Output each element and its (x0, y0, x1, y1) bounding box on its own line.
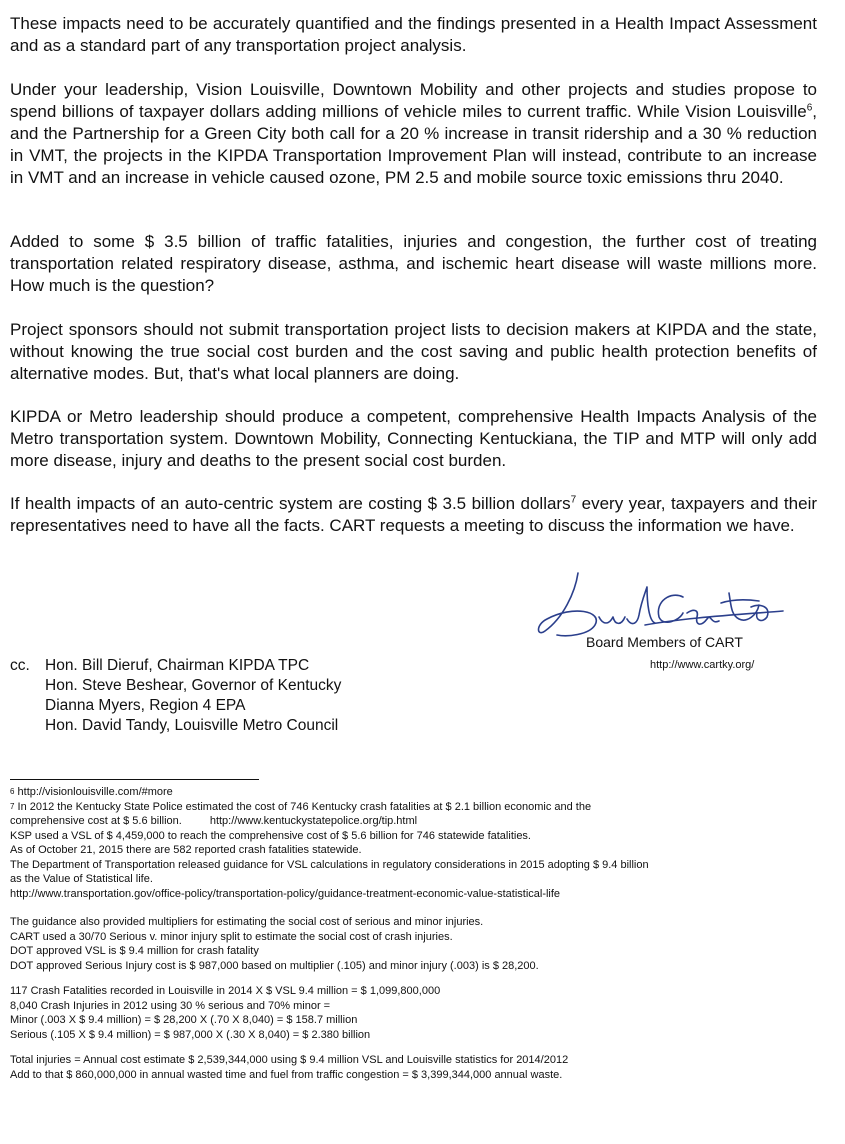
paragraph-health-impacts-analysis (10, 406, 817, 472)
summary-line: Add to that $ 860,000,000 in annual wasted time and fuel from traffic congestion = $ 3,399,344,000 annual waste. (10, 1068, 563, 1081)
cc-label: cc. (10, 657, 30, 674)
paragraph-text: Project sponsors should not submit transportation project lists to decision makers at KIPDA and the state, without knowing the true social cost burden and the cost saving and public health protection benefits of alternative modes. But, that's what local planners are doing. (10, 320, 817, 383)
footnote-ref-6: 6 (806, 102, 813, 114)
footnote-line: DOT approved Serious Injury cost is $ 987,000 based on multiplier (.105) and minor injury (.003) is $ 28,200. (10, 959, 539, 972)
paragraph-text-b: every year, taxpayers and their representatives need to have all the facts. CART requests a meeting to discuss the information we have. (10, 494, 818, 535)
paragraph-text-a: If health impacts of an auto-centric system are costing $ 3.5 billion dollars (10, 494, 571, 513)
footnote-text: In 2012 the Kentucky State Police estimated the cost of 746 Kentucky crash fatalities at $ 2.1 billion economic and the (17, 800, 592, 813)
cc-line (10, 656, 460, 676)
footnote-link[interactable]: http://www.transportation.gov/office-policy/transportation-policy/guidance-treatment-economic-value-statistical-life (10, 887, 561, 900)
paragraph-project-sponsors (10, 319, 817, 385)
calculation-line: Serious (.105 X $ 9.4 million) = $ 987,000 X (.30 X 8,040) = $ 2.380 billion (10, 1028, 371, 1041)
footnote-6 (10, 785, 830, 800)
footnote-line: The Department of Transportation released guidance for VSL calculations in regulatory considerations in 2015 adopting $ 9.4 billion (10, 858, 649, 871)
cc-recipient: Hon. Steve Beshear, Governor of Kentucky (45, 677, 342, 694)
footnote-mark: 7 (10, 801, 15, 811)
paragraph-text-b: , and the Partnership for a Green City both call for a 20 % increase in transit ridership and a 30 % reduction in VMT, the projects in the KIPDA Transportation Improvement Plan will instead, contribute to an increase in VMT and an increase in vehicle caused ozone, PM 2.5 and mobile source toxic emissions thru 2040. (10, 102, 817, 187)
footnote-text: comprehensive cost at $ 5.6 billion. (10, 815, 182, 827)
calculation-line: Minor (.003 X $ 9.4 million) = $ 28,200 X (.70 X 8,040) = $ 158.7 million (10, 1014, 358, 1026)
paragraph-text-a: Under your leadership, Vision Louisville, Downtown Mobility and other projects and studies propose to spend billions of taxpayer dollars adding millions of vehicle miles to current traffic. While Vision Louisville (10, 80, 817, 121)
footnote-line: as the Value of Statistical life. (10, 873, 153, 885)
footnote-line: As of October 21, 2015 there are 582 reported crash fatalities statewide. (10, 844, 362, 856)
summary-line: Total injuries = Annual cost estimate $ 2,539,344,000 using $ 9.4 million VSL and Louisville statistics for 2014/2012 (10, 1054, 569, 1066)
footnote-line: KSP used a VSL of $ 4,459,000 to reach the comprehensive cost of $ 5.6 billion for 746 statewide fatalities. (10, 829, 531, 842)
paragraph-cost-of-disease (10, 231, 817, 297)
calculation-line: 117 Crash Fatalities recorded in Louisville in 2014 X $ VSL 9.4 million = $ 1,099,800,000 (10, 985, 441, 997)
footnote-line: The guidance also provided multipliers for estimating the social cost of serious and minor injuries. (10, 916, 484, 928)
footnote-ref-7: 7 (570, 494, 577, 506)
footnote-7 (10, 800, 830, 815)
cc-recipient: Hon. Bill Dieruf, Chairman KIPDA TPC (45, 657, 310, 674)
footnote-divider (10, 779, 259, 780)
calculation-line: 8,040 Crash Injuries in 2012 using 30 % serious and 70% minor = (10, 999, 331, 1012)
footnote-mark: 6 (10, 787, 15, 796)
footnote-line: CART used a 30/70 Serious v. minor injury split to estimate the social cost of crash injuries. (10, 930, 453, 943)
paragraph-vision-louisville (10, 79, 817, 189)
paragraph-text: These impacts need to be accurately quantified and the findings presented in a Health Impact Assessment and as a standard part of any transportation project analysis. (10, 14, 817, 55)
cc-list (10, 656, 460, 736)
footnote-line: DOT approved VSL is $ 9.4 million for crash fatality (10, 945, 259, 957)
paragraph-health-impact-assessment (10, 13, 817, 57)
cc-recipient: Dianna Myers, Region 4 EPA (45, 697, 246, 714)
footnote-link[interactable]: http://visionlouisville.com/#more (17, 786, 173, 798)
paragraph-meeting-request (10, 493, 817, 537)
cart-website-url[interactable]: http://www.cartky.org/ (650, 659, 755, 671)
cc-recipient: Hon. David Tandy, Louisville Metro Council (45, 717, 339, 734)
paragraph-text: Added to some $ 3.5 billion of traffic fatalities, injuries and congestion, the further cost of treating transportation related respiratory disease, asthma, and ischemic heart disease will waste millions more. How much is the question? (10, 232, 817, 295)
paragraph-text: KIPDA or Metro leadership should produce a competent, comprehensive Health Impacts Analysis of the Metro transportation system. Downtown Mobility, Connecting Kentuckiana, the TIP and MTP will only add more disease, injury and deaths to the present social cost burden. (10, 407, 817, 470)
footnote-link[interactable]: http://www.kentuckystatepolice.org/tip.html (209, 815, 418, 827)
signature-caption: Board Members of CART (586, 634, 743, 650)
footnote-line (10, 814, 830, 829)
footnotes (10, 785, 830, 1082)
